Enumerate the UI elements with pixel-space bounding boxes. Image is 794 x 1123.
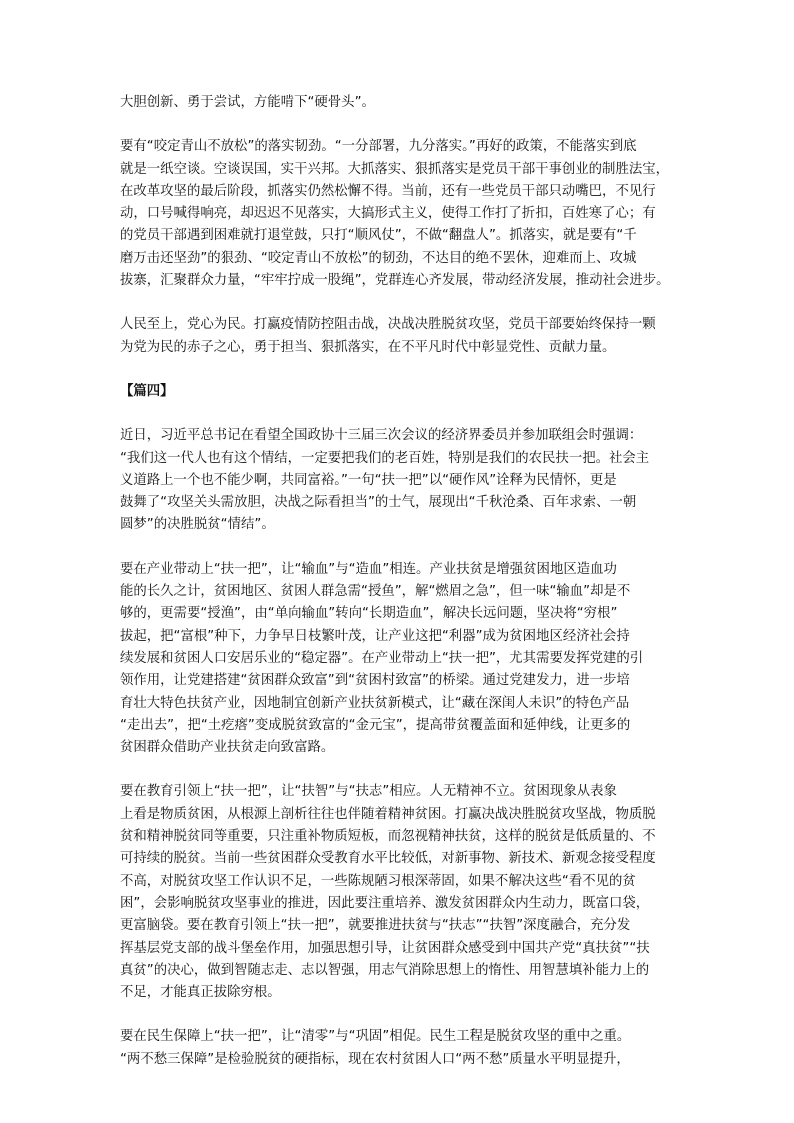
text-line: 不高，对脱贫攻坚工作认识不足，一些陈规陋习根深蒂固，如果不解决这些“看不见的贫 xyxy=(120,873,636,889)
text-line: 真贫”的决心，做到智随志走、志以智强，用志气消除思想上的惰性、用智慧填补能力上的 xyxy=(120,962,650,978)
text-line: “两不愁三保障”是检验脱贫的硬指标，现在农村贫困人口“两不愁”质量水平明显提升， xyxy=(120,1051,630,1067)
text-line: 困”，会影响脱贫攻坚事业的推进，因此要注重培养、激发贫困群众内生动力，既富口袋， xyxy=(120,895,650,911)
section-heading xyxy=(120,381,680,403)
text-line: 够的，更需要“授渔”，由“单向输血”转向“长期造血”，解决长远问题，坚决将“穷根” xyxy=(120,606,618,622)
text-line: 动，口号喊得响亮，却迟迟不见落实，大搞形式主义，使得工作打了折扣，百姓寒了心；有 xyxy=(120,206,656,222)
text-line: 就是一纸空谈。空谈误国，实干兴邦。大抓落实、狠抓落实是党员干部干事创业的制胜法宝， xyxy=(120,161,670,177)
text-line: 育壮大特色扶贫产业，因地制宜创新产业扶贫新模式，让“藏在深闺人未识”的特色产品 xyxy=(120,695,630,711)
text-line: 拔寨，汇聚群众力量，“牢牢拧成一股绳”，党群连心齐发展，带动经济发展，推动社会进步。 xyxy=(120,273,670,289)
text-line: 领作用，让党建搭建“贫困群众致富”到“贫困村致富”的桥梁。通过党建发力，进一步培 xyxy=(120,673,630,689)
text-line: 要在民生保障上“扶一把”，让“清零”与“巩固”相促。民生工程是脱贫攻坚的重中之重。 xyxy=(120,1029,631,1045)
paragraph xyxy=(120,92,680,114)
text-line: 挥基层党支部的战斗堡垒作用，加强思想引导，让贫困群众感受到中国共产党“真扶贫”“扶 xyxy=(120,940,650,956)
text-line: 圆梦”的决胜脱贫“情结”。 xyxy=(120,517,275,533)
text-line: 拔起，把“富根”种下，力争早日枝繁叶茂，让产业这把“利器”成为贫困地区经济社会持 xyxy=(120,628,630,644)
paragraph xyxy=(120,559,680,760)
text-line: 近日，习近平总书记在看望全国政协十三届三次会议的经济界委员并参加联组会时强调： xyxy=(120,428,643,444)
text-line: 磨万击还坚劲”的狠劲、“咬定青山不放松”的韧劲，不达目的绝不罢休，迎难而上、攻城 xyxy=(120,250,637,266)
text-line: 的党员干部遇到困难就打退堂鼓，只打“顺风仗”，不做“翻盘人”。抓落实，就是要有“千 xyxy=(120,228,637,244)
paragraph xyxy=(120,136,680,292)
text-line: 要有“咬定青山不放松”的落实韧劲。“一分部署，九分落实。”再好的政策，不能落实到底 xyxy=(120,139,637,155)
text-line: 续发展和贫困人口安居乐业的“稳定器”。在产业带动上“扶一把”，尤其需要发挥党建的引 xyxy=(120,650,644,666)
text-line: 贫困群众借助产业扶贫走向致富路。 xyxy=(120,740,335,756)
text-line: 人民至上，党心为民。打赢疫情防控阻击战，决战决胜脱贫攻坚，党员干部要始终保持一颗 xyxy=(120,317,656,333)
text-line: 更富脑袋。要在教育引领上“扶一把”，就要推进扶贫与“扶志”“扶智”深度融合，充分发 xyxy=(120,918,631,934)
text-line: 要在产业带动上“扶一把”，让“输血”与“造血”相连。产业扶贫是增强贫困地区造血功 xyxy=(120,561,617,577)
text-line: 不足，才能真正拔除穷根。 xyxy=(120,985,281,1001)
text-line: 在改革攻坚的最后阶段，抓落实仍然松懈不得。当前，还有一些党员干部只动嘴巴，不见行 xyxy=(120,183,656,199)
document-page xyxy=(120,92,680,1093)
text-line: 鼓舞了“攻坚关头需放胆，决战之际看担当”的士气，展现出“千秋沧桑、百年求索、一朝 xyxy=(120,495,637,511)
text-line: 义道路上一个也不能少啊，共同富裕。”一句“扶一把”以“硬作风”诠释为民情怀，更是 xyxy=(120,472,617,488)
paragraph xyxy=(120,425,680,536)
text-line: “走出去”，把“土疙瘩”变成脱贫致富的“金元宝”，提高带贫覆盖面和延伸线，让更多的 xyxy=(120,717,631,733)
text-line: 贫和精神脱贫同等重要，只注重补物质短板，而忽视精神扶贫，这样的脱贫是低质量的、不 xyxy=(120,829,656,845)
text-line: 可持续的脱贫。当前一些贫困群众受教育水平比较低，对新事物、新技术、新观念接受程度 xyxy=(120,851,656,867)
text-line: 能的长久之计，贫困地区、贫困人群急需“授鱼”，解“燃眉之急”，但一味“输血”却是不 xyxy=(120,584,631,600)
text-line: 大胆创新、勇于尝试，方能啃下“硬骨头”。 xyxy=(120,95,375,110)
paragraph xyxy=(120,314,680,359)
text-line: 要在教育引领上“扶一把”，让“扶智”与“扶志”相应。人无精神不立。贫困现象从表象 xyxy=(120,784,617,800)
paragraph xyxy=(120,1026,680,1071)
paragraph xyxy=(120,781,680,1004)
text-line: “我们这一代人也有这个情结，一定要把我们的老百姓，特别是我们的农民扶一把。社会主 xyxy=(120,450,650,466)
text-line: 上看是物质贫困，从根源上剖析往往也伴随着精神贫困。打赢决战决胜脱贫攻坚战，物质脱 xyxy=(120,806,656,822)
text-line: 为党为民的赤子之心，勇于担当、狠抓落实，在不平凡时代中彰显党性、贡献力量。 xyxy=(120,339,616,355)
text-line: 【篇四】 xyxy=(120,383,174,399)
